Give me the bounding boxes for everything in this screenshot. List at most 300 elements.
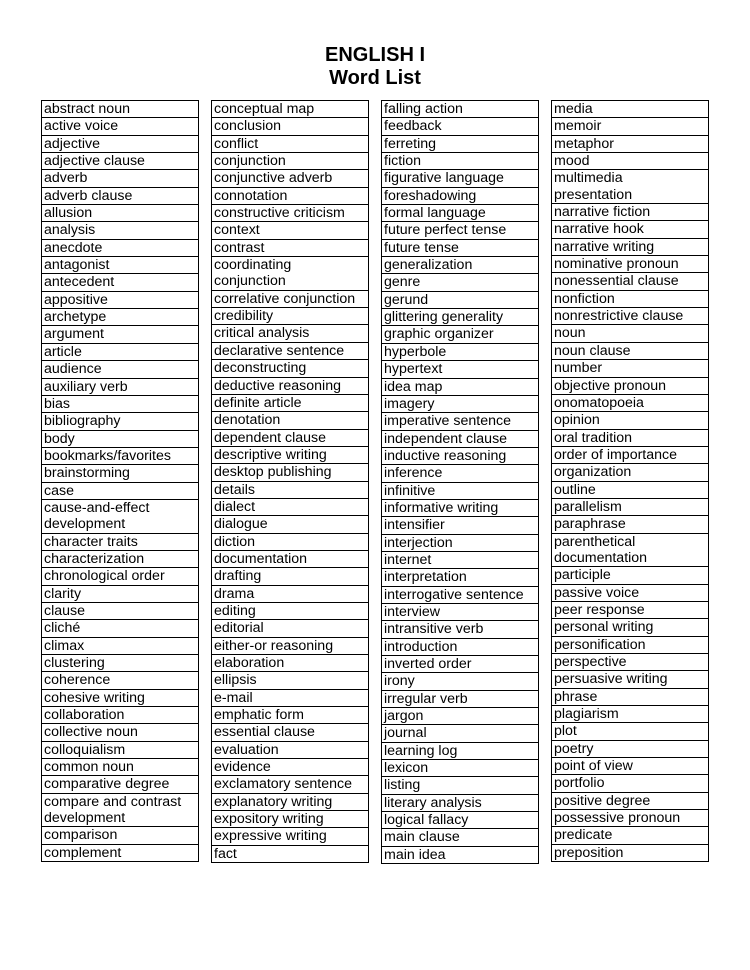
word-term [212,308,369,325]
word-row [212,533,369,550]
word-term [212,707,369,724]
word-row [382,499,539,516]
word-term [42,101,199,118]
word-term [552,481,709,498]
word-term-line: contrast [214,239,265,256]
word-term-line: either-or reasoning [214,637,334,654]
word-term-line: constructive criticism [214,205,345,222]
word-row [552,740,709,757]
word-row [382,361,539,378]
word-row [552,810,709,827]
word-row [382,222,539,239]
word-term [42,499,199,533]
word-row [382,846,539,863]
word-term-line: exclamatory sentence [214,776,353,793]
word-row [552,844,709,861]
word-term-line: personal writing [554,619,654,636]
word-term-line: introduction [384,638,458,655]
word-row [552,533,709,567]
word-term [42,239,199,256]
word-term-line: interrogative sentence [384,586,524,603]
word-term [42,741,199,758]
word-term-line: clustering [44,655,105,671]
word-row [212,481,369,498]
word-term-line: intransitive verb [384,621,484,638]
word-term [42,291,199,308]
word-row [212,724,369,741]
word-term [382,690,539,707]
word-row [382,118,539,135]
word-column-1 [41,100,199,862]
word-row [552,654,709,671]
word-term [382,205,539,222]
word-row [42,326,199,343]
word-row [382,673,539,690]
word-row [212,845,369,862]
word-term-line: common noun [44,759,134,776]
word-term [382,482,539,499]
word-term [382,187,539,204]
word-term-line: onomatopoeia [554,394,644,411]
word-term-line: deconstructing [214,360,307,377]
word-term [552,758,709,775]
word-term-line: comparative degree [44,776,170,793]
word-term [42,430,199,447]
word-row [42,568,199,585]
word-row [212,828,369,845]
word-term-line: number [554,360,603,377]
word-row [382,343,539,360]
word-term [552,118,709,135]
word-term [552,636,709,653]
word-term [382,673,539,690]
word-row [42,239,199,256]
word-row [382,153,539,170]
word-term [212,118,369,135]
word-term [42,205,199,222]
word-row [42,170,199,187]
word-term-line: predicate [554,827,613,844]
word-term [552,429,709,446]
word-term-line: archetype [44,309,107,326]
word-term [552,740,709,757]
word-term [552,377,709,394]
word-term [552,170,709,204]
word-term [42,326,199,343]
word-term [382,794,539,811]
word-term-line: descriptive writing [214,446,327,463]
word-row [382,638,539,655]
word-term-line: details [214,481,256,498]
word-term [212,637,369,654]
word-term-line: fact [214,845,237,862]
word-term [552,533,709,567]
word-term-line: climax [44,637,85,654]
word-term [382,638,539,655]
word-term-line: order of importance [554,446,678,463]
word-row [382,378,539,395]
word-row [212,153,369,170]
word-term [212,446,369,463]
word-row [42,672,199,689]
word-row [212,290,369,307]
word-row [42,361,199,378]
word-row [212,394,369,411]
word-term [552,153,709,170]
word-term [552,775,709,792]
word-term-line: main clause [384,829,460,846]
word-term-line: irregular verb [384,690,468,707]
word-term [552,290,709,307]
word-term-line: oral tradition [554,429,633,446]
page-title [0,44,750,90]
word-term-line: expository writing [214,811,324,828]
word-row [382,257,539,274]
word-term [42,153,199,170]
word-row [42,724,199,741]
word-row [212,360,369,377]
title-line-2: Word List [329,67,421,89]
word-term [42,378,199,395]
word-term-line: plagiarism [554,706,619,723]
word-term [382,378,539,395]
word-row [42,759,199,776]
word-row [382,447,539,464]
word-row [212,257,369,291]
word-row [212,498,369,515]
word-term [552,810,709,827]
word-term-line: poetry [554,740,594,757]
word-term [42,533,199,550]
word-term-line: intensifier [384,517,445,534]
word-row [212,602,369,619]
word-row [42,602,199,619]
word-term [382,413,539,430]
word-term-line: graphic organizer [384,326,494,343]
word-term [552,394,709,411]
word-row [382,586,539,603]
word-term [382,742,539,759]
word-term-line: interjection [384,534,453,551]
word-term [42,655,199,672]
word-term-line: active voice [44,118,119,135]
word-term [212,377,369,394]
word-term [42,637,199,654]
word-term [42,602,199,619]
word-term-line: possessive pronoun [554,810,681,827]
word-term-line: media [554,101,593,117]
word-term [42,395,199,412]
word-row [212,308,369,325]
word-row [212,342,369,359]
word-term-line: chronological order [44,568,165,585]
word-term-line: collective noun [44,724,138,741]
word-row [42,550,199,567]
word-row [42,585,199,602]
word-term-line: narrative writing [554,238,655,255]
word-row [42,447,199,464]
word-row [552,325,709,342]
word-term [42,118,199,135]
word-term [212,257,369,291]
word-row [552,360,709,377]
word-term-line: logical fallacy [384,812,469,829]
word-term-line: metaphor [554,135,614,152]
word-row [42,205,199,222]
word-row [212,222,369,239]
word-row [382,465,539,482]
word-row [382,760,539,777]
word-term [42,343,199,360]
word-term-line: dialect [214,498,256,515]
word-row [42,343,199,360]
word-term-line: documentation [214,550,308,567]
word-row [42,844,199,861]
word-term [382,257,539,274]
word-term [552,671,709,688]
word-term [552,827,709,844]
word-row [552,827,709,844]
word-term-line: memoir [554,118,602,135]
word-row [212,205,369,222]
word-term [212,811,369,828]
word-term [42,776,199,793]
word-term-line: complement [44,844,122,861]
word-term [42,187,199,204]
word-row [382,482,539,499]
word-term [212,153,369,170]
word-row [552,498,709,515]
word-row [42,637,199,654]
word-row [212,637,369,654]
word-term-line: appositive [44,291,108,308]
word-term-line: bookmarks/favorites [44,447,171,464]
word-term [212,550,369,567]
word-term [382,812,539,829]
word-row [382,794,539,811]
word-term-line: interview [384,603,440,620]
word-row [42,620,199,637]
word-term [382,326,539,343]
word-term-line: interpretation [384,569,467,586]
word-row [552,342,709,359]
word-term [382,309,539,326]
word-term [552,360,709,377]
word-row [382,708,539,725]
word-row [42,222,199,239]
word-term [212,516,369,533]
word-term [382,222,539,239]
word-term-line: lexicon [384,760,429,777]
word-row [212,516,369,533]
word-row [42,776,199,793]
word-term-line: bibliography [44,413,121,430]
word-row [382,395,539,412]
word-term-line: bias [44,395,71,412]
word-term [552,325,709,342]
word-term-line: desktop publishing [214,464,332,481]
word-row [552,429,709,446]
word-term-line: listing [384,777,421,794]
word-term-line: emphatic form [214,707,304,724]
word-term-line: deductive reasoning [214,377,341,394]
word-term-line: nominative pronoun [554,256,679,273]
word-term [552,204,709,221]
word-term [212,342,369,359]
word-term-line: glittering generality [384,309,504,326]
word-term [212,360,369,377]
word-row [42,499,199,533]
word-term [212,481,369,498]
word-term [552,412,709,429]
word-term [42,827,199,844]
word-term-line: presentation [554,186,633,203]
word-row [212,101,369,118]
word-term-line: case [44,482,74,499]
word-column-3 [381,100,539,864]
word-row [382,274,539,291]
word-row [42,309,199,326]
word-term-line: adjective [44,135,100,152]
word-row [212,464,369,481]
word-row [212,239,369,256]
word-term [212,776,369,793]
word-row [552,446,709,463]
word-term-line: adjective clause [44,153,145,170]
word-term [212,101,369,118]
word-term [212,533,369,550]
word-term [382,430,539,447]
word-term [552,584,709,601]
word-term-line: noun clause [554,342,631,359]
word-term-line: formal language [384,205,486,222]
title-line-1: ENGLISH I [324,44,425,66]
word-term [382,586,539,603]
word-term [42,689,199,706]
word-term-line: falling action [384,101,463,117]
word-row [382,430,539,447]
word-term-line: comparison [44,827,118,844]
word-term [382,343,539,360]
word-term [42,257,199,274]
word-term [382,708,539,725]
word-term [382,291,539,308]
word-term [212,187,369,204]
word-term-line: passive voice [554,584,640,601]
word-term-line: persuasive writing [554,671,668,688]
word-term [552,723,709,740]
word-term [42,707,199,724]
word-term-line: conclusion [214,118,282,135]
word-term-line: inverted order [384,656,472,672]
word-term-line: audience [44,361,102,378]
word-term-line: multimedia [554,170,623,187]
word-term-line: auxiliary verb [44,378,128,395]
word-term [42,844,199,861]
word-row [382,291,539,308]
word-row [212,585,369,602]
word-row [382,309,539,326]
word-row [382,239,539,256]
word-row [42,135,199,152]
word-term [552,498,709,515]
word-row [212,741,369,758]
word-term-line: parenthetical [554,533,636,550]
word-column-2 [211,100,369,863]
word-term-line: phrase [554,688,598,705]
word-row [382,170,539,187]
word-term-line: narrative hook [554,221,644,238]
word-term-line: coordinating [214,257,292,274]
word-term [212,724,369,741]
word-row [42,101,199,118]
word-row [552,135,709,152]
word-term-line: critical analysis [214,325,310,342]
word-row [382,135,539,152]
word-term-line: genre [384,274,421,291]
word-term-line: organization [554,464,632,481]
word-term-line: literary analysis [384,794,482,811]
word-row [382,326,539,343]
word-term [552,844,709,861]
word-term-line: outline [554,481,596,498]
word-row [42,533,199,550]
word-term-line: body [44,430,75,447]
word-row [42,430,199,447]
word-term [382,760,539,777]
word-term-line: preposition [554,844,624,861]
word-row [552,516,709,533]
word-term-line: internet [384,551,432,568]
word-row [42,274,199,291]
word-row [42,187,199,204]
word-term [382,101,539,118]
word-term-line: ellipsis [214,672,257,689]
word-row [382,621,539,638]
word-term-line: conjunctive adverb [214,170,333,187]
word-term-line: positive degree [554,792,651,809]
word-row [212,759,369,776]
word-term [552,567,709,584]
word-term-line: denotation [214,412,281,429]
word-term-line: brainstorming [44,465,130,482]
word-term-line: irony [384,673,415,690]
word-term [382,135,539,152]
word-row [212,118,369,135]
word-term [382,447,539,464]
word-row [212,377,369,394]
word-term-line: peer response [554,601,645,618]
word-term [212,741,369,758]
word-term [212,602,369,619]
word-term-line: collaboration [44,707,125,724]
word-term-line: characterization [44,550,145,567]
word-row [42,827,199,844]
word-term-line: cohesive writing [44,689,145,706]
word-row [552,481,709,498]
word-row [42,482,199,499]
word-term-line: nonrestrictive clause [554,308,684,325]
word-term [42,135,199,152]
word-term [552,135,709,152]
word-term-line: conjunction [214,273,286,290]
word-term-line: gerund [384,291,429,308]
word-term-line: dialogue [214,516,268,533]
word-column-4 [551,100,709,862]
word-term [42,361,199,378]
word-term [212,828,369,845]
word-term-line: e-mail [214,689,253,706]
